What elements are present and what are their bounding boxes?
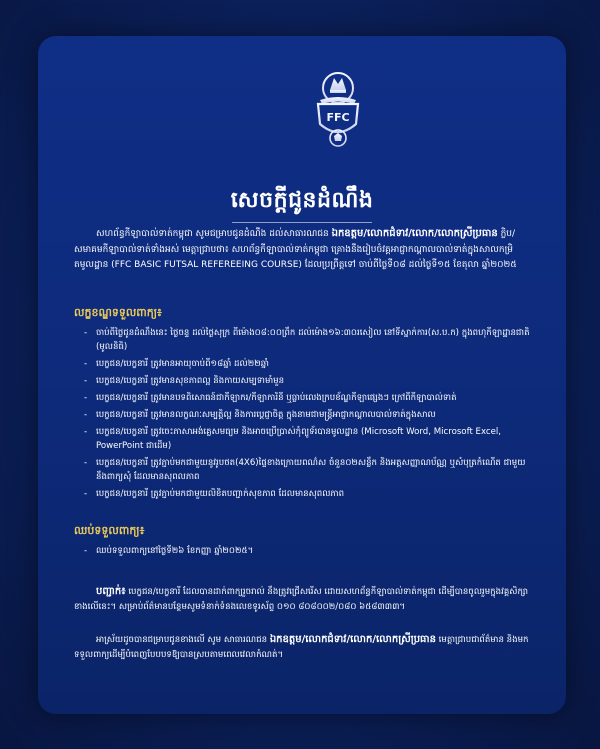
- title-underline: [232, 222, 372, 223]
- list-item: - បេក្ខជន/បេក្ខនារី ត្រូវមានអាយុចាប់ពី១៨ឆ្នាំ ដល់២២ឆ្នាំ: [84, 357, 536, 371]
- deadline-heading: ឈប់ទទួលពាក្យ៖: [74, 524, 145, 537]
- closing-text-1: អាស្រ័យដូចបានជម្រាបជូនខាងលើ សូម សាធារណជន: [96, 635, 270, 645]
- ffc-crest-icon: [310, 66, 366, 150]
- page-title: សេចក្ដីជូនដំណឹង: [230, 187, 374, 213]
- note-paragraph: [74, 584, 532, 615]
- closing-addressees: ឯកឧត្តម/លោកជំទាវ/លោក/លោកស្រីប្រធាន: [269, 634, 436, 645]
- intro-paragraph: [74, 226, 532, 274]
- svg-text:FFC: FFC: [326, 111, 350, 124]
- note-label: បញ្ជាក់៖: [96, 586, 126, 597]
- list-item: - បេក្ខជន/បេក្ខនារី ត្រូវមានបទពិសោធន៍ជាកីឡាករ/កីឡាការិនី ឬធ្លាប់លេងក្របខ័ណ្ឌកីឡាផ្សេងៗ ក្រៅពីកីឡាបាល់ទាត់: [84, 391, 536, 405]
- list-item: - បេក្ខជន/បេក្ខនារី ត្រូវភ្ជាប់មកជាមួយលិខិតបញ្ជាក់សុខភាព ដែលមានសុពលភាព: [84, 487, 536, 501]
- requirements-list: [84, 326, 536, 504]
- list-item: - បេក្ខជន/បេក្ខនារី ត្រូវមានសុខភាពល្អ និងកាយសម្បទាមាំមួន: [84, 374, 536, 388]
- note-text: បេក្ខជន/បេក្ខនារី ដែលបានដាក់ពាក្យរួចរាល់ នឹងត្រូវជ្រើសរើស ដោយសហព័ន្ធកីឡាបាល់ទាត់កម្ពុជា ដើម្បីបានចូលរួមក្នុងវគ្គសិក្សាខាងលើនេះ។ សម្រាប់ព័ត៌មានបន្ថែមសូមទំនាក់ទំនងលេខទូរស័ព្ទ ០១០ ៨០៨០០២/០៨០ ៦៥៨៣៣៣។: [74, 587, 529, 612]
- intro-text-2: ក្លិប/សមាគមកីឡាបាល់ទាត់ទាំងអស់ មេត្តាជ្រាបថា៖ សហព័ន្ធកីឡាបាល់ទាត់កម្ពុជា គ្រោងនឹងរៀបចំវគ្គអាជ្ញាកណ្ដាលបាល់ទាត់ក្នុងសាលកម្រិតមូលដ្ឋាន (FFC BASIC FUTSAL REFEREEING COURSE) ដែលប្រព្រឹត្តទៅ ចាប់ពីថ្ងៃទី០៨ ដល់ថ្ងៃទី១៥ ខែតុលា ឆ្នាំ២០២៥: [74, 229, 517, 270]
- list-item: - បេក្ខជន/បេក្ខនារី ត្រូវមានលក្ខណៈសម្បត្តិល្អ និងការប្ដេជ្ញាចិត្ត ក្នុងនាមជាមន្ត្រីអាជ្ញាកណ្ដាលបាល់ទាត់ក្នុងសាល: [84, 408, 536, 422]
- list-item: - ចាប់ពីថ្ងៃជូនដំណឹងនេះ ថ្ងៃចន្ទ ដល់ថ្ងៃសុក្រ ពីម៉ោង០៨:០០ព្រឹក ដល់ម៉ោង១៦:៣០រសៀល នៅទីស្នាក់ការ(ស.ប.ក) ក្នុងពហុកីឡាដ្ឋានជាតិ (មូលនិធិ): [84, 326, 536, 354]
- closing-paragraph: [74, 632, 532, 663]
- list-item: - បេក្ខជន/បេក្ខនារី ត្រូវចេះភាសាអង់គ្លេសមធ្យម និងអាចប្រើប្រាស់កុំព្យូទ័របានមូលដ្ឋាន (Microsoft Word, Microsoft Excel, PowerPoint ជាដើម): [84, 425, 536, 453]
- announcement-card: [38, 36, 566, 714]
- deadline-item: - ឈប់ទទួលពាក្យនៅថ្ងៃទី២៦ ខែកញ្ញា ឆ្នាំ២០២៥។: [84, 544, 548, 558]
- list-item: - បេក្ខជន/បេក្ខនារី ត្រូវភ្ជាប់មកជាមួយនូវរូបថត(4X6)ផ្ទៃខាងក្រោយពណ៌ស ចំនួន០២សន្លឹក និងអត្តសញ្ញាណប័ណ្ណ ឬសំបុត្រកំណើត ជាមួយនឹងពាក្យសុំ ដែលមានសុពលភាព: [84, 456, 536, 484]
- intro-addressees: ឯកឧត្តម/លោកជំទាវ/លោក/លោកស្រីប្រធាន: [331, 228, 498, 239]
- requirements-heading: លក្ខខណ្ឌទទួលពាក្យ៖: [74, 306, 162, 319]
- intro-text-1: សហព័ន្ធកីឡាបាល់ទាត់កម្ពុជា សូមជម្រាបជូនដំណឹង ដល់សាធារណជន: [96, 229, 332, 239]
- closing-text-2: មេត្តាជ្រាបជាព័ត៌មាន និងមកទទួលពាក្យដើម្បីបំពេញបែបបទឱ្យបានស្របតាមពេលវេលាកំណត់។: [74, 635, 529, 660]
